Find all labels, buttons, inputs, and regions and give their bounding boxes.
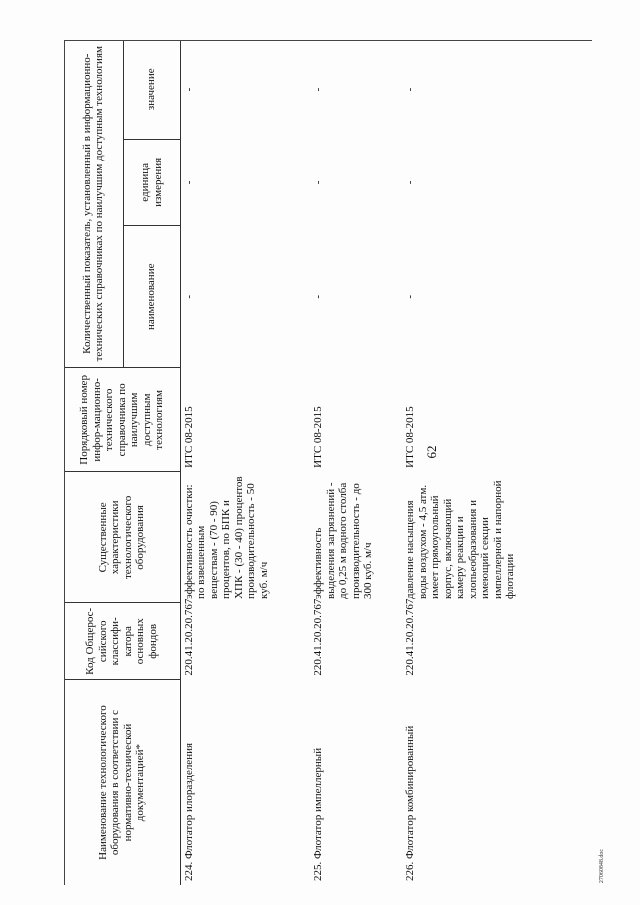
header-q-name: наименование [123,226,180,368]
table-row [402,40,552,885]
page-number: 62 [424,445,439,459]
row-ref: ИТС 08-2015 [404,406,416,468]
row-code: 220.41.20.20.767 [182,598,195,676]
header-features: Существенные характеристики технологического оборудования [64,472,180,603]
row-features: давление насыщения воды воздухом - 4,5 атм. имеет прямоугольный корпус, включающий камеру реакции и хлопьеобразования и имеющий секции импеллерной и напорной флотации [404,480,516,599]
table-row [180,40,310,885]
row-number: 224. [182,861,195,881]
row-name: Флотатор комбинированный [404,725,416,859]
header-q-value: значение [123,40,180,139]
row-q-name: - [404,294,416,299]
row-name: Флотатор илоразделения [182,742,195,859]
row-q-name: - [312,294,324,299]
row-q-unit: - [312,180,324,185]
table-row [310,40,402,885]
header-code: Код Общерос-сийского классифи-катора основных фондов [64,603,180,680]
row-number: 225. [312,861,324,881]
table-right-border [64,40,592,41]
row-code: 220.41.20.20.767 [404,598,416,676]
equipment-table-container [64,40,592,885]
row-ref: ИТС 08-2015 [312,406,324,468]
row-code: 220.41.20.20.767 [312,598,324,676]
table-header [64,40,180,885]
header-ref: Порядковый номер инфор-мационно-технического справочника по наилучшим доступным технологиям [64,368,180,472]
row-q-value: - [182,87,195,92]
row-name: Флотатор импеллерный [312,747,324,859]
row-ref: ИТС 08-2015 [182,406,195,468]
row-name-cell [402,680,552,885]
header-name: Наименование технологического оборудования в соответствии с нормативно-технической документацией* [64,680,180,885]
row-q-name: - [182,294,195,299]
row-q-value: - [404,87,416,92]
header-q-unit: единица измерения [123,139,180,226]
row-q-value: - [312,87,324,92]
table-top-border [64,40,65,885]
row-q-unit: - [404,180,416,185]
document-id: 27060848.doc [599,848,605,884]
row-name-cell [310,680,402,885]
row-features: эффективность очистки: по взвешенным веществам - (70 - 90) процентов, по БПК и ХПК - (30 - 40) процентов производительность - 50 куб. м/ч [182,476,270,599]
equipment-table [64,40,552,885]
row-name-cell [180,680,310,885]
row-q-unit: - [182,180,195,185]
row-features: эффективность выделения загрязнений - до 0,25 м водного столба производительность - до 300 куб. м/ч [312,482,374,599]
header-quant: Количественный показатель, установленный в информационно-технических справочниках по наилучшим доступным технологиям [64,40,123,368]
row-number: 226. [404,861,416,881]
